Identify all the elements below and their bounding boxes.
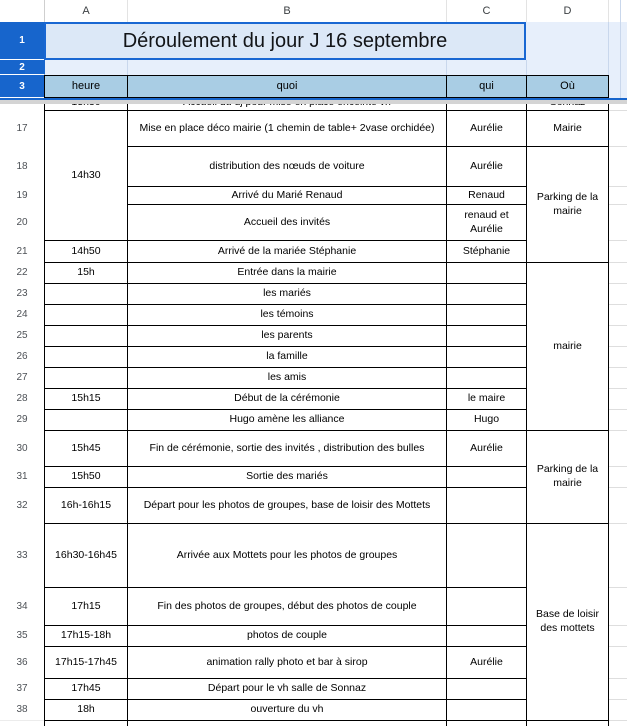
cell-C22[interactable] [446,262,527,284]
gridline [609,283,627,284]
col-divider [446,0,447,22]
cell-A21[interactable]: 14h50 [44,240,128,263]
col-divider [608,0,609,22]
row-header-27[interactable]: 27 [0,367,45,389]
gridline [609,523,627,524]
header-cell-qui[interactable]: qui [446,75,527,98]
cell-A22[interactable]: 15h [44,262,128,284]
sheet-title-cell[interactable]: Déroulement du jour J 16 septembre [44,22,526,60]
row-header-26[interactable]: 26 [0,346,45,368]
row-header-29[interactable]: 29 [0,409,45,431]
cell-C21[interactable]: Stéphanie [446,240,527,263]
row-header-2[interactable]: 2 [0,60,45,75]
row-header-33[interactable]: 33 [0,523,45,588]
gridline [609,587,627,588]
cell-B33[interactable]: Arrivée aux Mottets pour les photos de groupes [127,523,447,588]
cell-B24[interactable]: les témoins [127,304,447,326]
cell-C20[interactable]: renaud et Aurélie [446,204,527,241]
cell-B32[interactable]: Départ pour les photos de groupes, base de loisir des Mottets [127,487,447,524]
row-header-22[interactable]: 22 [0,262,45,284]
row-header-38[interactable]: 38 [0,699,45,721]
cell-B37[interactable]: Départ pour le vh salle de Sonnaz [127,678,447,700]
cell-B23[interactable]: les mariés [127,283,447,305]
cell-A25[interactable] [44,325,128,347]
cell-A29[interactable] [44,409,128,431]
cell-C31[interactable] [446,466,527,488]
row-header-31[interactable]: 31 [0,466,45,488]
cell-B22[interactable]: Entrée dans la mairie [127,262,447,284]
cell-A26[interactable] [44,346,128,368]
cell-C27[interactable] [446,367,527,389]
cell-B18[interactable]: distribution des nœuds de voiture [127,146,447,187]
merged-cell-D30-D32[interactable]: Parking de la mairie [526,430,609,524]
cell-A28[interactable]: 15h15 [44,388,128,410]
cell-B29[interactable]: Hugo amène les alliance [127,409,447,431]
cell-B27[interactable]: les amis [127,367,447,389]
row-header-25[interactable]: 25 [0,325,45,347]
row2-tint [44,60,627,75]
row-header-35[interactable]: 35 [0,625,45,647]
gridline [526,60,527,75]
frozen-pane-divider[interactable] [0,100,627,104]
cell-C32[interactable] [446,487,527,524]
gridline [609,678,627,679]
row-header-21[interactable]: 21 [0,240,45,263]
cell-C19[interactable]: Renaud [446,186,527,205]
gridline [127,60,128,75]
gridline [609,409,627,410]
gridline [609,110,627,111]
row-header-3[interactable]: 3 [0,75,45,98]
gridline [609,262,627,263]
gridline [609,346,627,347]
gridline [609,186,627,187]
clipped-bottom-cell[interactable] [446,721,527,726]
cell-C25[interactable] [446,325,527,347]
cell-C23[interactable] [446,283,527,305]
gridline [609,646,627,647]
merged-cell-D22-D29[interactable]: mairie [526,262,609,431]
col-divider [127,0,128,22]
cell-A32[interactable]: 16h-16h15 [44,487,128,524]
clipped-bottom-cell[interactable] [127,721,447,726]
row-header-37[interactable]: 37 [0,678,45,700]
cell-A34[interactable]: 17h15 [44,587,128,626]
cell-A35[interactable]: 17h15-18h [44,625,128,647]
gridline [609,487,627,488]
row-header-34[interactable]: 34 [0,587,45,626]
col-header-d[interactable]: D [563,5,572,17]
cell-B19[interactable]: Arrivé du Marié Renaud [127,186,447,205]
merged-cell-A17-A20[interactable]: 14h30 [44,110,128,241]
merged-cell-D18-D21[interactable]: Parking de la mairie [526,146,609,263]
cell-C33[interactable] [446,523,527,588]
cell-A37[interactable]: 17h45 [44,678,128,700]
cell-A27[interactable] [44,367,128,389]
cell-B26[interactable]: la famille [127,346,447,368]
cell-C26[interactable] [446,346,527,368]
col-divider [526,0,527,22]
cell-C37[interactable] [446,678,527,700]
cell-C28[interactable]: le maire [446,388,527,410]
cell-B30[interactable]: Fin de cérémonie, sortie des invités , distribution des bulles [127,430,447,467]
gridline [609,146,627,147]
cell-C36[interactable]: Aurélie [446,646,527,679]
gridline [446,60,447,75]
gridline [609,304,627,305]
cell-C18[interactable]: Aurélie [446,146,527,187]
gridline [609,367,627,368]
header-cell-quoi[interactable]: quoi [127,75,447,98]
cell-B36[interactable]: animation rally photo et bar à sirop [127,646,447,679]
cell-A24[interactable] [44,304,128,326]
cell-B21[interactable]: Arrivé de la mariée Stéphanie [127,240,447,263]
cell-A36[interactable]: 17h15-17h45 [44,646,128,679]
gridline [608,22,609,75]
clipped-bottom-cell[interactable] [44,721,128,726]
row-header-24[interactable]: 24 [0,304,45,326]
gridline [609,204,627,205]
cell-C17[interactable]: Aurélie [446,110,527,147]
cell-D17[interactable]: Mairie [526,110,609,147]
cell-C35[interactable] [446,625,527,647]
cell-C34[interactable] [446,587,527,626]
column-header-strip [0,0,627,22]
cell-B38[interactable]: ouverture du vh [127,699,447,721]
clipped-bottom-cell[interactable] [526,721,609,726]
cell-B20[interactable]: Accueil des invités [127,204,447,241]
row-header-36[interactable]: 36 [0,646,45,679]
row-header-23[interactable]: 23 [0,283,45,305]
gridline [609,720,627,721]
cell-A30[interactable]: 15h45 [44,430,128,467]
header-cell-heure[interactable]: heure [44,75,128,98]
gridline [609,699,627,700]
row-header-32[interactable]: 32 [0,487,45,524]
cell-A33[interactable]: 16h30-16h45 [44,523,128,588]
row-header-17[interactable]: 17 [0,110,45,147]
cell-A31[interactable]: 15h50 [44,466,128,488]
cell-A23[interactable] [44,283,128,305]
cell-B34[interactable]: Fin des photos de groupes, début des photos de couple [127,587,447,626]
cell-C38[interactable] [446,699,527,721]
cell-B25[interactable]: les parents [127,325,447,347]
row-header-20[interactable]: 20 [0,204,45,241]
col-header-b[interactable]: B [283,5,291,17]
gridline [609,388,627,389]
cell-C29[interactable]: Hugo [446,409,527,431]
gridline [620,0,621,98]
cell-B28[interactable]: Début de la cérémonie [127,388,447,410]
header-cell-ou[interactable]: Où [526,75,609,98]
row-header-1[interactable]: 1 [0,22,45,60]
gridline [609,240,627,241]
col-header-a[interactable]: A [82,5,90,17]
row-header-28[interactable]: 28 [0,388,45,410]
row-header-18[interactable]: 18 [0,146,45,187]
cell-C24[interactable] [446,304,527,326]
gridline [609,466,627,467]
row-header-30[interactable]: 30 [0,430,45,467]
row-header-19[interactable]: 19 [0,186,45,205]
merged-cell-D33-D38[interactable]: Base de loisir des mottets [526,523,609,721]
gridline [609,430,627,431]
gridline [609,325,627,326]
cell-A38[interactable]: 18h [44,699,128,721]
cell-C30[interactable]: Aurélie [446,430,527,467]
cell-B17[interactable]: Mise en place déco mairie (1 chemin de table+ 2vase orchidée) [127,110,447,147]
cell-B31[interactable]: Sortie des mariés [127,466,447,488]
cell-B35[interactable]: photos de couple [127,625,447,647]
col-header-c[interactable]: C [482,5,491,17]
gridline [609,625,627,626]
